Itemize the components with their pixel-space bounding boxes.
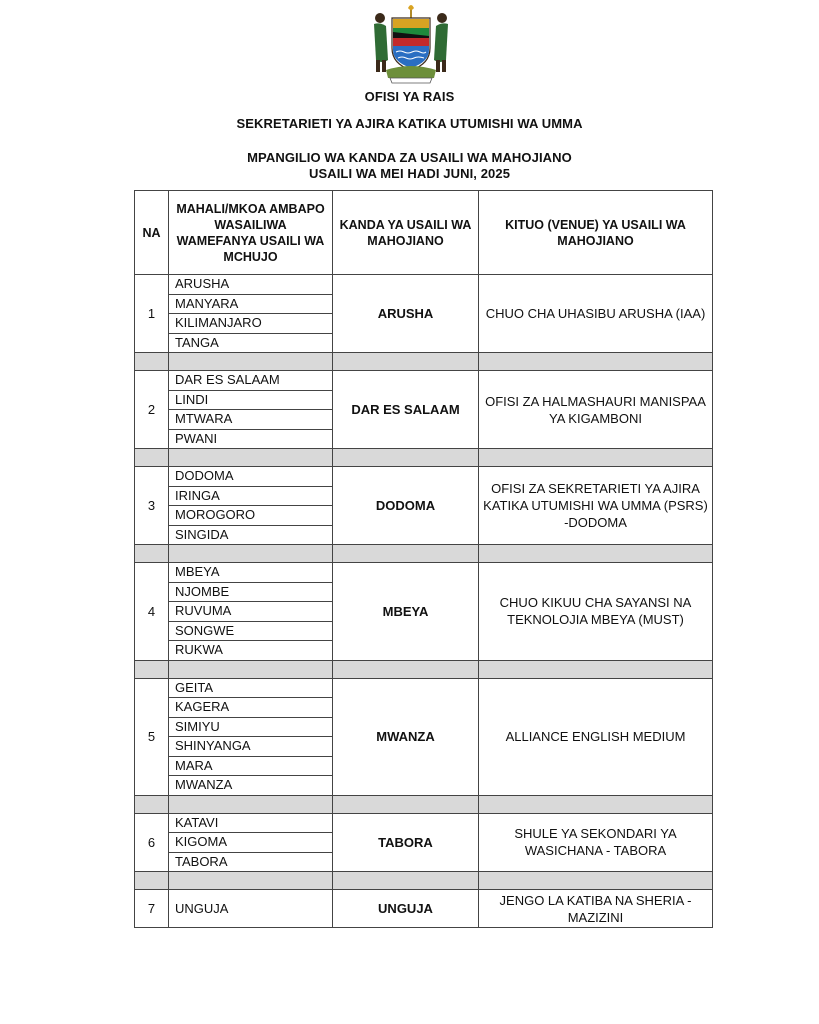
region-cell: PWANI bbox=[169, 429, 333, 449]
region-cell: MWANZA bbox=[169, 776, 333, 796]
separator-row bbox=[135, 872, 713, 890]
region-cell: TABORA bbox=[169, 852, 333, 872]
venue-cell: OFISI ZA HALMASHAURI MANISPAA YA KIGAMBONI bbox=[479, 371, 713, 449]
office-title: OFISI YA RAIS bbox=[364, 89, 455, 104]
separator-cell bbox=[479, 449, 713, 467]
interview-zones-table bbox=[134, 190, 713, 928]
region-cell: MANYARA bbox=[169, 294, 333, 314]
region-cell: MTWARA bbox=[169, 410, 333, 430]
venue-cell: ALLIANCE ENGLISH MEDIUM bbox=[479, 678, 713, 795]
row-number: 4 bbox=[135, 563, 169, 661]
table-row bbox=[135, 467, 713, 487]
region-cell: RUVUMA bbox=[169, 602, 333, 622]
row-number: 6 bbox=[135, 813, 169, 872]
zone-cell: TABORA bbox=[333, 813, 479, 872]
separator-row bbox=[135, 795, 713, 813]
zone-cell: MWANZA bbox=[333, 678, 479, 795]
zone-cell: DODOMA bbox=[333, 467, 479, 545]
separator-cell bbox=[479, 545, 713, 563]
zone-cell: MBEYA bbox=[333, 563, 479, 661]
table-row bbox=[135, 371, 713, 391]
region-cell: NJOMBE bbox=[169, 582, 333, 602]
venue-cell: SHULE YA SEKONDARI YA WASICHANA - TABORA bbox=[479, 813, 713, 872]
table-row bbox=[135, 275, 713, 295]
region-cell: MBEYA bbox=[169, 563, 333, 583]
region-cell: SIMIYU bbox=[169, 717, 333, 737]
document-title: MPANGILIO WA KANDA ZA USAILI WA MAHOJIANO bbox=[247, 150, 572, 165]
table-row bbox=[135, 890, 713, 928]
separator-cell bbox=[169, 545, 333, 563]
separator-row bbox=[135, 353, 713, 371]
region-cell: KAGERA bbox=[169, 698, 333, 718]
separator-cell bbox=[333, 795, 479, 813]
separator-cell bbox=[169, 353, 333, 371]
separator-cell bbox=[333, 545, 479, 563]
separator-row bbox=[135, 545, 713, 563]
column-header-na: NA bbox=[135, 191, 169, 275]
secretariat-title: SEKRETARIETI YA AJIRA KATIKA UTUMISHI WA UMMA bbox=[236, 116, 583, 131]
separator-cell bbox=[479, 795, 713, 813]
table-row bbox=[135, 813, 713, 833]
table-row bbox=[135, 678, 713, 698]
region-cell: SHINYANGA bbox=[169, 737, 333, 757]
region-cell: DAR ES SALAAM bbox=[169, 371, 333, 391]
separator-cell bbox=[135, 660, 169, 678]
column-header-kituo: KITUO (VENUE) YA USAILI WA MAHOJIANO bbox=[479, 191, 713, 275]
region-cell: SONGWE bbox=[169, 621, 333, 641]
region-cell: KATAVI bbox=[169, 813, 333, 833]
separator-cell bbox=[169, 660, 333, 678]
region-cell: MOROGORO bbox=[169, 506, 333, 526]
separator-row bbox=[135, 449, 713, 467]
region-cell: KILIMANJARO bbox=[169, 314, 333, 334]
document-subtitle: USAILI WA MEI HADI JUNI, 2025 bbox=[308, 166, 511, 181]
column-header-kanda: KANDA YA USAILI WA MAHOJIANO bbox=[333, 191, 479, 275]
row-number: 2 bbox=[135, 371, 169, 449]
separator-cell bbox=[333, 353, 479, 371]
table-header-row bbox=[135, 191, 713, 275]
coat-of-arms-icon bbox=[368, 4, 454, 84]
zone-cell: ARUSHA bbox=[333, 275, 479, 353]
zone-cell: UNGUJA bbox=[333, 890, 479, 928]
region-cell: LINDI bbox=[169, 390, 333, 410]
region-cell: RUKWA bbox=[169, 641, 333, 661]
row-number: 7 bbox=[135, 890, 169, 928]
separator-cell bbox=[135, 795, 169, 813]
separator-row bbox=[135, 660, 713, 678]
separator-cell bbox=[135, 872, 169, 890]
row-number: 5 bbox=[135, 678, 169, 795]
separator-cell bbox=[169, 795, 333, 813]
region-cell: UNGUJA bbox=[169, 890, 333, 928]
region-cell: MARA bbox=[169, 756, 333, 776]
separator-cell bbox=[479, 353, 713, 371]
region-cell: TANGA bbox=[169, 333, 333, 353]
region-cell: ARUSHA bbox=[169, 275, 333, 295]
column-header-mahali: MAHALI/MKOA AMBAPO WASAILIWA WAMEFANYA USAILI WA MCHUJO bbox=[169, 191, 333, 275]
venue-cell: JENGO LA KATIBA NA SHERIA -MAZIZINI bbox=[479, 890, 713, 928]
venue-cell: CHUO CHA UHASIBU ARUSHA (IAA) bbox=[479, 275, 713, 353]
region-cell: SINGIDA bbox=[169, 525, 333, 545]
separator-cell bbox=[479, 660, 713, 678]
region-cell: IRINGA bbox=[169, 486, 333, 506]
separator-cell bbox=[169, 872, 333, 890]
separator-cell bbox=[479, 872, 713, 890]
separator-cell bbox=[135, 545, 169, 563]
region-cell: GEITA bbox=[169, 678, 333, 698]
row-number: 3 bbox=[135, 467, 169, 545]
separator-cell bbox=[135, 353, 169, 371]
venue-cell: CHUO KIKUU CHA SAYANSI NA TEKNOLOJIA MBEYA (MUST) bbox=[479, 563, 713, 661]
row-number: 1 bbox=[135, 275, 169, 353]
table-row bbox=[135, 563, 713, 583]
table-body bbox=[135, 275, 713, 928]
region-cell: DODOMA bbox=[169, 467, 333, 487]
separator-cell bbox=[135, 449, 169, 467]
zone-cell: DAR ES SALAAM bbox=[333, 371, 479, 449]
separator-cell bbox=[333, 660, 479, 678]
separator-cell bbox=[333, 449, 479, 467]
separator-cell bbox=[169, 449, 333, 467]
venue-cell: OFISI ZA SEKRETARIETI YA AJIRA KATIKA UTUMISHI WA UMMA (PSRS) -DODOMA bbox=[479, 467, 713, 545]
separator-cell bbox=[333, 872, 479, 890]
region-cell: KIGOMA bbox=[169, 833, 333, 853]
